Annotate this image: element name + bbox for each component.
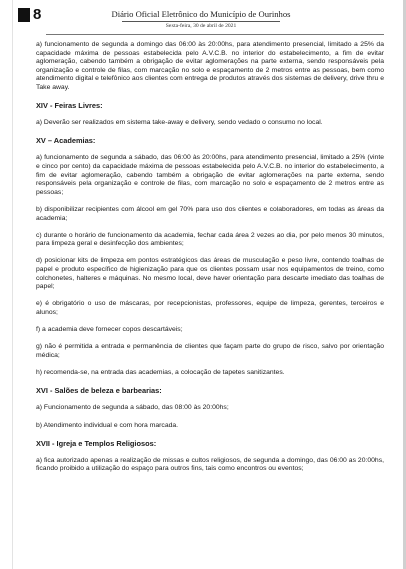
paragraph: a) funcionamento de segunda a domingo das 06:00 às 20:00hs, para atendimento presencial, limitado a 25% da capacidade máxima de pessoas estabelecida pelo A.V.C.B. no interior do estabelecimento, a fim de evitar aglomeração, cabendo também a obrigação de evitar aglomerações na parte externa, sendo responsáveis pela organização e controle de filas, com marcação no solo e espaçamento de 2 metros entre as pessoas, bem como atendimento digital e telefônico aos clientes com entrega de produtos através dos sistemas de delivery, drive thru e Take away. xyxy=(36,41,384,91)
page-header xyxy=(18,0,384,36)
paragraph: a) Deverão ser realizados em sistema take-away e delivery, sendo vedado o consumo no local. xyxy=(36,119,323,127)
section-heading: XIV - Feiras Livres: xyxy=(36,101,103,111)
paragraph: a) Funcionamento de segunda a sábado, das 08:00 às 20:00hs; xyxy=(36,404,229,412)
header-divider xyxy=(122,21,280,22)
header-bottom-rule xyxy=(46,34,384,35)
section-heading: XV – Academias: xyxy=(36,136,96,146)
left-margin-rule xyxy=(12,0,13,569)
publication-date: Sexta-feira, 30 de abril de 2021 xyxy=(165,23,237,29)
paragraph: g) não é permitida a entrada e permanência de clientes que façam parte do grupo de risco, salvo por orientação médica; xyxy=(36,343,384,359)
paragraph: h) recomenda-se, na entrada das academias, a colocação de tapetes sanitizantes. xyxy=(36,369,285,377)
section-heading: XVI - Salões de beleza e barbearias: xyxy=(36,386,162,396)
paragraph: b) Atendimento individual e com hora marcada. xyxy=(36,421,179,429)
paragraph: e) é obrigatório o uso de máscaras, por recepcionistas, professores, equipe de limpeza, gerentes, terceiros e alunos; xyxy=(36,300,384,317)
publication-title: Diário Oficial Eletrônico do Município de Ourinhos xyxy=(111,9,291,19)
paragraph: b) disponibilizar recipientes com álcool em gel 70% para uso dos clientes e colaboradores, em todas as áreas da academia; xyxy=(36,205,384,222)
section-heading: XVII - Igreja e Templos Religiosos: xyxy=(36,438,157,448)
paragraph: a) funcionamento de segunda a sábado, das 06:00 às 20:00hs, para atendimento presencial, limitado a 25% (vinte e cinco por cento) da capacidade máxima de pessoas estabelecida pelo A.V.C.B. no interior do estabelecimento, a fim de evitar aglomeração, cabendo também a obrigação de evitar aglomerações na parte externa, sendo responsáveis pela organização e controle de filas, com marcação no solo e espaçamento de 2 metros entre as pessoas; xyxy=(36,154,384,196)
paragraph: d) posicionar kits de limpeza em pontos estratégicos das áreas de musculação e peso livre, contendo toalhas de papel e produto específico de higienização para que os clientes possam usar nos equipamentos de treino, como colchonetes, halteres e máquinas. No mesmo local, deve haver orientação para descarte imediato das toalhas de papel; xyxy=(36,257,384,291)
paragraph: a) fica autorizado apenas a realização de missas e cultos religiosos, de segunda a domingo, das 06:00 as 20:00hs, ficando proibido a utilização do espaço para outros fins, tais como encontros ou eventos; xyxy=(36,456,384,473)
paragraph: f) a academia deve fornecer copos descartáveis; xyxy=(36,326,183,334)
page-number: 8 xyxy=(33,6,42,23)
document-body xyxy=(18,36,384,474)
paragraph: c) durante o horário de funcionamento da academia, fechar cada área 2 vezes ao dia, por pelo menos 30 minutos, para limpeza geral e desinfecção dos ambientes; xyxy=(36,231,384,248)
